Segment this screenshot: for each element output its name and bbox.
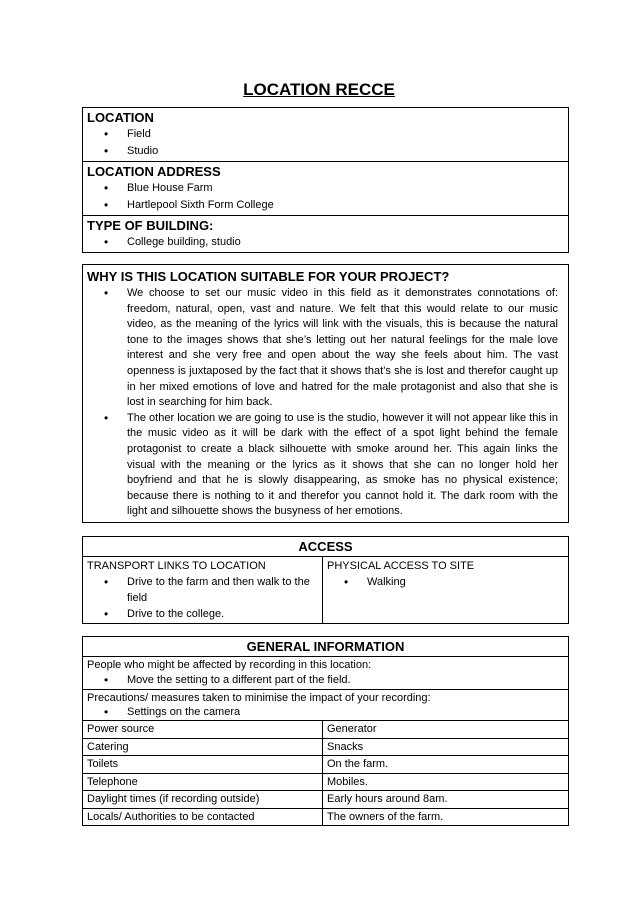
why-list [87,286,564,520]
row-value: Snacks [323,738,569,756]
table-row [83,808,569,826]
access-table [82,536,569,624]
list-item: • We choose to set our music video in this field as it demonstrates connotations of: freedom, natural, open, vast and nature. We felt that this would relate to our music video, as the meaning of the lyrics will link with the visuals, this is because the natural tone to the images shows that she’s letting out her natural feelings for the male love interest and she very free and open about the way she feels about him. The vast openness is juxtaposed by the fact that it shows that’s she is lost and therefor caught up in her mixed emotions of love and hatred for the male protagonist and also that she is lost in searching for him back. [127,286,558,411]
row-label: Toilets [83,756,323,774]
row-value: The owners of the farm. [323,808,569,826]
affected-label: People who might be affected by recording in this location: [87,659,372,671]
why-heading: WHY IS THIS LOCATION SUITABLE FOR YOUR PROJECT? [87,269,450,284]
physical-heading: PHYSICAL ACCESS TO SITE [327,560,475,572]
general-heading: GENERAL INFORMATION [83,637,569,657]
list-item: • Drive to the farm and then walk to the field [127,574,318,606]
row-label: Daylight times (if recording outside) [83,791,323,809]
row-value: Mobiles. [323,773,569,791]
general-table [82,636,569,826]
row-value: Generator [323,721,569,739]
transport-list [87,574,318,622]
list-item: • Drive to the college. [127,606,318,622]
list-item: • Blue House Farm [127,180,564,197]
table-row [83,773,569,791]
row-value: On the farm. [323,756,569,774]
building-list [87,234,564,251]
row-value: Early hours around 8am. [323,791,569,809]
list-item: • Studio [127,143,564,160]
location-section [83,108,569,162]
table-row [83,756,569,774]
table-row [83,738,569,756]
physical-list [327,574,564,590]
precautions-label: Precautions/ measures taken to minimise the impact of your recording: [87,691,431,704]
list-item: • Move the setting to a different part of the field. [127,673,564,688]
page-title: LOCATION RECCE [243,80,395,99]
precautions-list [87,705,564,719]
access-heading: ACCESS [83,537,569,557]
address-section [83,162,569,216]
list-item: • Hartlepool Sixth Form College [127,197,564,214]
list-item: • The other location we are going to use is the studio, however it will not appear like this in the music video as it will be dark with the effect of a spot light behind the female protagonist to create a black silhouette with smoke around her. This again links the visual with the meaning or the lyrics as it shows that she can no longer hold her boyfriend and that he is slowly disappearing, as smoke has no physical existence; because there is nothing to it and therefor you cannot hold it. The dark room with the light and silhouette shows the busyness of her emotions. [127,411,558,520]
building-heading: TYPE OF BUILDING: [87,218,214,233]
list-item: • Field [127,126,564,143]
location-heading: LOCATION [87,110,154,125]
row-label: Power source [83,721,323,739]
list-item: • Walking [367,574,564,590]
location-list [87,126,564,160]
transport-heading: TRANSPORT LINKS TO LOCATION [87,560,266,572]
address-heading: LOCATION ADDRESS [87,164,221,179]
table-row [83,721,569,739]
row-label: Telephone [83,773,323,791]
location-table [82,107,569,253]
building-section [83,216,569,253]
list-item: • College building, studio [127,234,564,251]
row-label: Catering [83,738,323,756]
list-item: • Settings on the camera [127,705,564,719]
row-label: Locals/ Authorities to be contacted [83,808,323,826]
affected-list [87,673,564,688]
why-table [82,264,569,523]
address-list [87,180,564,214]
table-row [83,791,569,809]
